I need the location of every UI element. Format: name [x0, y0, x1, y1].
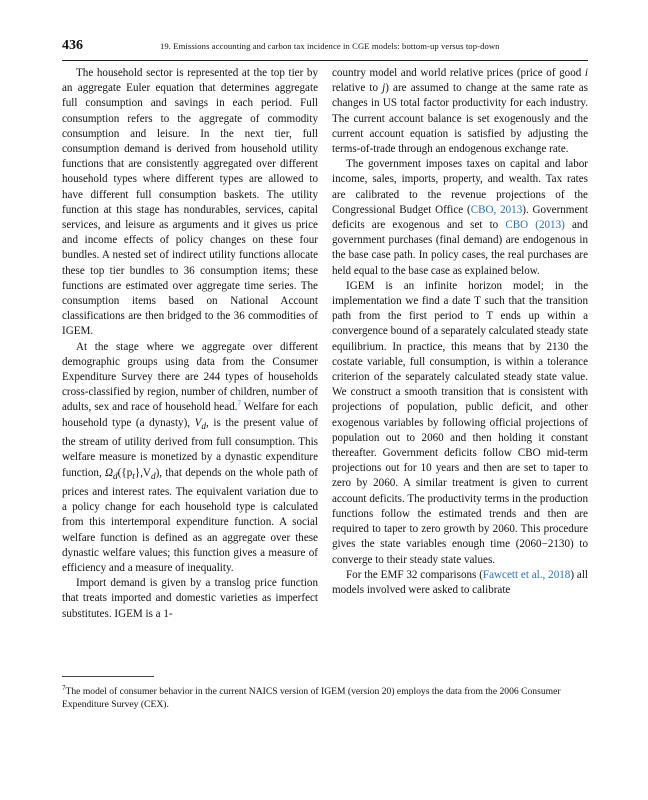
text-run: , is the present value of the stream of utility derived from full consumption. This welfare measure is monetized by a dynastic expenditure function, — [62, 416, 318, 479]
footnote-ref-7[interactable]: 7 — [237, 399, 241, 408]
text-run: At the stage where we aggregate over different demographic groups using data from the Consumer Expenditure Survey there are 244 types of households cross-classified by region, number of children, number of adults, sex and race of household head. — [62, 340, 318, 414]
text-run: and government purchases (final demand) are endogenous in the base case path. In policy cases, the real purchases are held equal to the base case as explained below. — [332, 219, 588, 277]
math-var-v: V — [194, 416, 202, 429]
math-args: },V — [134, 466, 151, 479]
paragraph-world-prices — [332, 66, 588, 157]
footnote-text: The model of consumer behavior in the current NAICS version of IGEM (version 20) employs the data from the 2006 Consumer Expenditure Survey (CEX). — [62, 686, 561, 710]
paragraph-government-taxes — [332, 157, 588, 279]
text-run: relative to — [332, 82, 383, 95]
citation-cbo-2013-b[interactable]: CBO (2013) — [505, 219, 565, 232]
paragraph-emf32 — [332, 568, 588, 598]
text-run: ). Government deficits are exogenous and set to — [332, 203, 588, 232]
math-args: ) — [155, 466, 160, 479]
math-sub-d: d — [113, 471, 118, 482]
text-run: , that depends on the whole path of prices and interest rates. The equivalent variation due to a policy change for each household type is calculated from this intertemporal expenditure function. A social welfare function is defined as an aggregate over these dynastic welfare values; this function gives a measure of efficiency and a measure of inequality. — [62, 466, 318, 574]
text-run: country model and world relative prices (price of good — [332, 67, 585, 79]
running-header — [62, 38, 588, 61]
math-sub-d: d — [150, 471, 156, 482]
math-var-i: i — [584, 67, 588, 79]
math-sub-t: t — [132, 471, 135, 482]
right-column — [332, 66, 588, 598]
paragraph-infinite-horizon: IGEM is an infinite horizon model; in the implementation we find a date T such that the transition path from the first period to T ends up within a convergence bound of a separately calculated steady state equilibrium. In practice, this means that by 2130 the costate variable, full consumption, is within a tolerance criterion of the separately calculated steady state value. We construct a smooth transition that is consistent with projections of population, public deficit, and other exogenous variables by following official projections of population out to 2060 and then holding it constant thereafter. Government deficits follow CBO mid-term projections out for 10 years and then are set to taper to zero by 2060. A similar treatment is given to current account deficits. The productivity terms in the production functions follow the estimated trends and then are required to taper to zero growth by 2060. This procedure gives the state variables enough time (2060−2130) to converge to their steady state values. — [332, 279, 588, 566]
text-run: For the EMF 32 comparisons ( — [346, 568, 483, 581]
math-args: ({p — [117, 466, 133, 479]
text-run: Welfare for each household type (a dynasty), — [62, 401, 319, 429]
math-omega: Ω — [105, 466, 114, 479]
running-title: 19. Emissions accounting and carbon tax incidence in CGE models: bottom-up versus top-down — [160, 41, 500, 51]
left-column — [62, 66, 318, 622]
page-number: 436 — [62, 38, 83, 53]
footnote-divider — [62, 676, 154, 677]
text-run: ) are assumed to change at the same rate as changes in US total factor productivity for each industry. The current account balance is set exogenously and the current account equation is satisfied by adjusting the terms-of-trade through an endogenous exchange rate. — [332, 82, 589, 156]
text-run: ) all models involved were asked to calibrate — [332, 568, 588, 596]
paragraph-import-demand: Import demand is given by a translog price function that treats imported and domestic varieties as imperfect substitutes. IGEM is a 1- — [62, 577, 318, 620]
footnote-7 — [62, 685, 588, 711]
paragraph-household-sector: The household sector is represented at the top tier by an aggregate Euler equation that determines aggregate full consumption and savings in each period. Full consumption refers to the aggregate of commodity consumption and leisure. In the next tier, full consumption demand is derived from household utility functions that are consistently aggregated over different household types where different types are allowed to have different full consumption baskets. The utility function at this stage has nondurables, services, capital services, and leisure as arguments and it gives us price and income effects of policy changes on these four bundles. A nested set of indirect utility functions allocate these top tier bundles to 36 consumption items; these functions are estimated over aggregate time series. The consumption items based on National Account classifications are then bridged to the 36 commodities of IGEM. — [62, 67, 318, 338]
footnote-marker: 7 — [62, 683, 66, 692]
math-var-j: j — [382, 82, 386, 95]
paragraph-demographic-groups — [62, 340, 318, 576]
citation-fawcett-2018[interactable]: Fawcett et al., 2018 — [482, 568, 571, 581]
text-run: The government imposes taxes on capital and labor income, sales, imports, property, and wealth. Tax rates are calibrated to the revenue projections of the Congressional Budget Office ( — [332, 158, 588, 216]
citation-cbo-2013[interactable]: CBO, 2013 — [470, 203, 523, 216]
math-sub-d: d — [201, 421, 207, 432]
